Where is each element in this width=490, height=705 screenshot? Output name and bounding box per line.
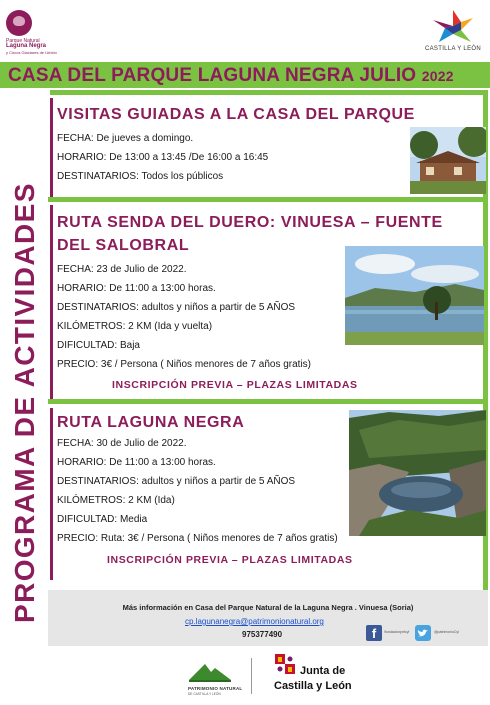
activity-heading: RUTA LAGUNA NEGRA: [57, 414, 245, 431]
activity-heading-continued: DEL SALOBRAL: [57, 237, 190, 254]
email-link[interactable]: cp.lagunanegra@patrimonionatural.org: [185, 617, 324, 626]
junta-shield-icon: [273, 652, 297, 676]
footer-divider: [251, 658, 252, 694]
activity-detail: DESTINATARIOS: Todos los públicos: [57, 171, 224, 182]
section-divider: [48, 197, 488, 202]
page-title-year: 2022: [421, 68, 454, 84]
activity-detail: HORARIO: De 13:00 a 13:45 /De 16:00 a 16:45: [57, 152, 269, 163]
activity-detail: PRECIO: 3€ / Persona ( Niños menores de 7 años gratis): [57, 359, 312, 370]
patrimonio-natural-leaf-icon: [185, 658, 235, 686]
activity-detail: DESTINATARIOS: adultos y niños a partir de 5 AÑOS: [57, 302, 296, 313]
logo-line-3: y Circos Glaciares de Urbión: [6, 50, 57, 55]
junta-name-line-1: Junta de: [300, 665, 346, 677]
frame-top-border: [50, 90, 486, 95]
parque-emblem-icon: [6, 10, 32, 36]
activity-heading: VISITAS GUIADAS A LA CASA DEL PARQUE: [57, 106, 415, 123]
twitter-icon[interactable]: [415, 625, 431, 641]
activity-detail: HORARIO: De 11:00 a 13:00 horas.: [57, 283, 216, 294]
activity-heading: RUTA SENDA DEL DUERO: VINUESA – FUENTE: [57, 214, 443, 231]
patrimonio-natural-sub: DE CASTILLA Y LEÓN: [188, 692, 221, 696]
facebook-label: /fundacionpnfcyl: [384, 630, 410, 634]
castilla-leon-star-icon: [431, 8, 475, 44]
twitter-label: @patrimonioCyl: [434, 630, 459, 634]
activity-detail: HORARIO: De 11:00 a 13:00 horas.: [57, 457, 216, 468]
phone-number: 975377490: [242, 630, 283, 639]
section-divider: [48, 399, 488, 404]
activity-detail: FECHA: 30 de Julio de 2022.: [57, 438, 187, 449]
activity-detail: FECHA: De jueves a domingo.: [57, 133, 194, 144]
activity-detail: FECHA: 23 de Julio de 2022.: [57, 264, 187, 275]
patrimonio-natural-name: PATRIMONIO NATURAL: [188, 686, 243, 691]
rio-duero-photo: [345, 246, 484, 345]
laguna-negra-photo: [349, 410, 486, 536]
castilla-leon-logo: [423, 8, 483, 56]
logo-line-1: Parque Natural: [6, 38, 40, 44]
activity-detail: PRECIO: Ruta: 3€ / Persona ( Niños menores de 7 años gratis): [57, 533, 338, 544]
facebook-icon[interactable]: f: [366, 625, 382, 641]
casa-del-parque-photo: [410, 127, 486, 194]
activity-detail: DIFICULTAD: Baja: [57, 340, 140, 351]
info-text: Más información en Casa del Parque Natural de la Laguna Negra . Vinuesa (Soria): [122, 603, 414, 612]
registration-notice: INSCRIPCIÓN PREVIA – PLAZAS LIMITADAS: [112, 379, 358, 391]
parque-natural-logo: [4, 10, 74, 55]
registration-notice: INSCRIPCIÓN PREVIA – PLAZAS LIMITADAS: [107, 554, 353, 566]
logo-line-2: Laguna Negra: [6, 43, 47, 49]
castilla-leon-logo-text: CASTILLA Y LEÓN: [425, 46, 481, 52]
activity-detail: KILÓMETROS: 2 KM (Ida y vuelta): [57, 321, 213, 332]
junta-name-line-2: Castilla y León: [274, 680, 352, 692]
page-title: [8, 65, 454, 87]
activity-detail: DESTINATARIOS: adultos y niños a partir de 5 AÑOS: [57, 476, 296, 487]
page-title-text: CASA DEL PARQUE LAGUNA NEGRA JULIO: [8, 65, 417, 86]
activity-detail: KILÓMETROS: 2 KM (Ida): [57, 495, 175, 506]
activity-detail: DIFICULTAD: Media: [57, 514, 148, 525]
vertical-program-title: PROGRAMA DE ACTIVIDADES: [9, 182, 40, 623]
